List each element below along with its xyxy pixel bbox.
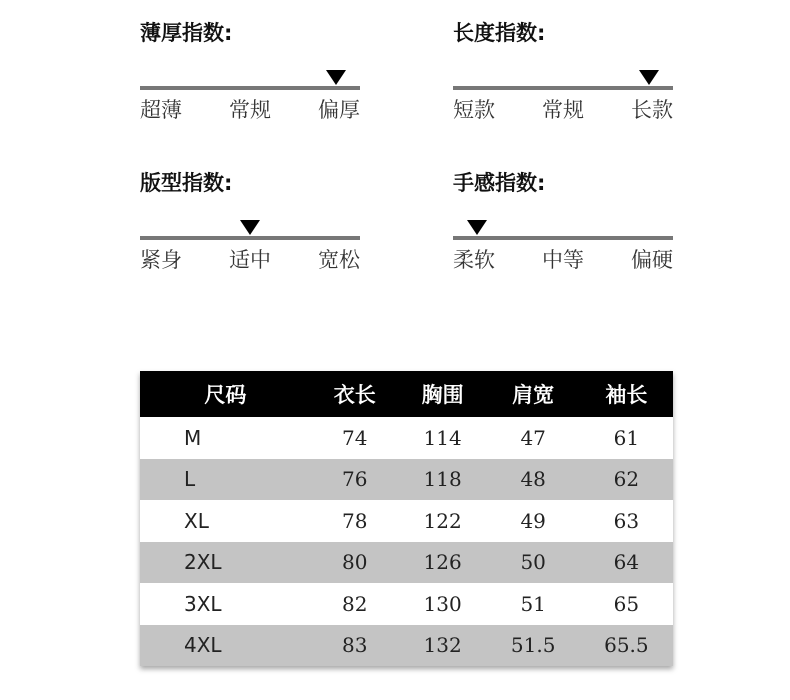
size-table (140, 371, 673, 666)
cell-shoulder: 47 (487, 417, 580, 459)
cell-shoulder: 50 (487, 542, 580, 584)
cell-size: 2XL (140, 542, 311, 584)
feel-label-high: 偏硬 (631, 248, 673, 272)
cell-shoulder: 49 (487, 500, 580, 542)
cell-size: 3XL (140, 583, 311, 625)
fit-scale-bar (140, 236, 360, 240)
cell-length: 74 (311, 417, 399, 459)
fit-label-mid: 适中 (229, 248, 271, 272)
table-row (140, 459, 673, 501)
cell-sleeve: 62 (580, 459, 673, 501)
feel-indicator (453, 168, 673, 278)
feel-label-mid: 中等 (542, 248, 584, 272)
cell-length: 78 (311, 500, 399, 542)
header-length: 衣长 (311, 371, 399, 417)
thickness-title: 薄厚指数: (140, 21, 233, 45)
thickness-marker-icon (326, 70, 346, 85)
cell-shoulder: 51.5 (487, 625, 580, 667)
fit-title: 版型指数: (140, 171, 233, 195)
cell-sleeve: 61 (580, 417, 673, 459)
table-row (140, 625, 673, 667)
cell-chest: 126 (399, 542, 487, 584)
cell-length: 80 (311, 542, 399, 584)
table-row (140, 500, 673, 542)
feel-title: 手感指数: (453, 171, 546, 195)
length-marker-icon (639, 70, 659, 85)
table-row (140, 583, 673, 625)
thickness-indicator (140, 18, 360, 128)
cell-shoulder: 48 (487, 459, 580, 501)
header-shoulder: 肩宽 (487, 371, 580, 417)
cell-size: 4XL (140, 625, 311, 667)
thickness-label-low: 超薄 (140, 98, 182, 122)
length-label-mid: 常规 (542, 98, 584, 122)
cell-chest: 122 (399, 500, 487, 542)
thickness-label-mid: 常规 (229, 98, 271, 122)
length-label-high: 长款 (631, 98, 673, 122)
cell-sleeve: 65 (580, 583, 673, 625)
cell-length: 83 (311, 625, 399, 667)
fit-label-low: 紧身 (140, 248, 182, 272)
length-scale-labels (453, 95, 673, 125)
cell-sleeve: 64 (580, 542, 673, 584)
cell-sleeve: 63 (580, 500, 673, 542)
feel-label-low: 柔软 (453, 248, 495, 272)
thickness-scale-labels (140, 95, 360, 125)
fit-marker-icon (240, 220, 260, 235)
cell-chest: 130 (399, 583, 487, 625)
cell-size: L (140, 459, 311, 501)
length-label-low: 短款 (453, 98, 495, 122)
cell-shoulder: 51 (487, 583, 580, 625)
fit-scale-labels (140, 245, 360, 275)
table-row (140, 417, 673, 459)
feel-scale-labels (453, 245, 673, 275)
cell-length: 76 (311, 459, 399, 501)
cell-chest: 118 (399, 459, 487, 501)
cell-chest: 114 (399, 417, 487, 459)
table-header-row (140, 371, 673, 417)
length-indicator (453, 18, 673, 128)
cell-chest: 132 (399, 625, 487, 667)
fit-indicator (140, 168, 360, 278)
cell-size: XL (140, 500, 311, 542)
header-size: 尺码 (140, 371, 311, 417)
thickness-scale-bar (140, 86, 360, 90)
header-chest: 胸围 (399, 371, 487, 417)
length-title: 长度指数: (453, 21, 546, 45)
thickness-label-high: 偏厚 (318, 98, 360, 122)
cell-sleeve: 65.5 (580, 625, 673, 667)
fit-label-high: 宽松 (318, 248, 360, 272)
header-sleeve: 袖长 (580, 371, 673, 417)
cell-size: M (140, 417, 311, 459)
table-row (140, 542, 673, 584)
cell-length: 82 (311, 583, 399, 625)
feel-marker-icon (467, 220, 487, 235)
length-scale-bar (453, 86, 673, 90)
feel-scale-bar (453, 236, 673, 240)
